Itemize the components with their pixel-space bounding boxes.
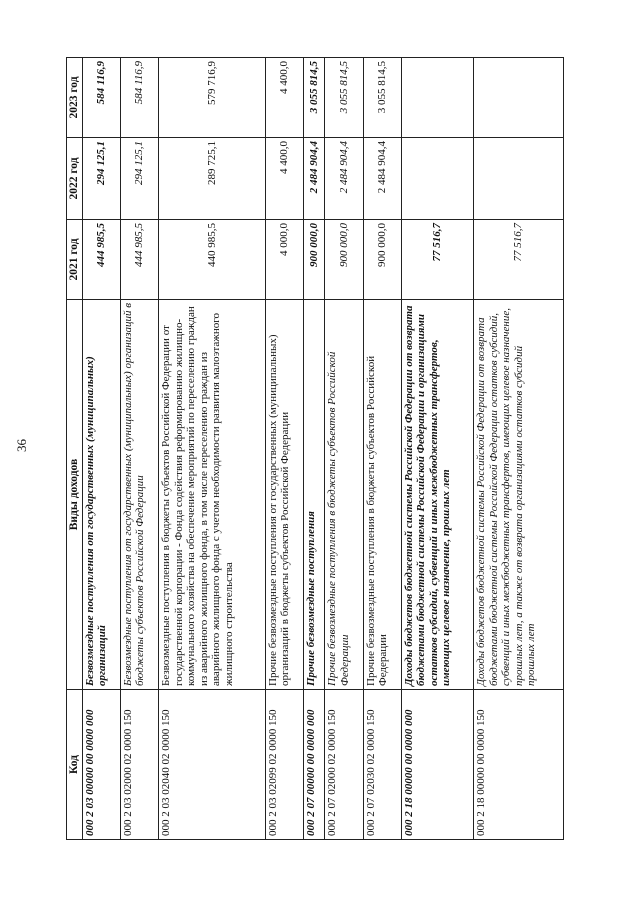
page-number: 36 [14, 439, 29, 452]
row-value-2023: 3 055 814,5 [363, 58, 401, 138]
row-code: 000 2 03 02000 02 0000 150 [120, 690, 158, 840]
row-value-2022 [474, 138, 564, 220]
row-value-2023: 3 055 814,5 [304, 58, 325, 138]
row-value-2022: 2 484 904,4 [363, 138, 401, 220]
row-name: Безвозмездные поступления от государственных (муниципальных) организаций в бюджеты субъектов Российской Федерации [120, 300, 158, 690]
row-value-2021: 900 000,0 [304, 220, 325, 300]
row-name: Безвозмездные поступления в бюджеты субъектов Российской Федерации от государственной корпорации - Фонда содействия реформированию жилищно-коммунального хозяйства на обеспечение мероприятий по переселению граждан из аварийного жилищного фонда, в том числе переселению граждан из аварийного жилищного фонда с учетом необходимости развития малоэтажного жилищного строительства [159, 300, 266, 690]
table-row [363, 58, 401, 840]
row-value-2021: 440 985,5 [159, 220, 266, 300]
row-code: 000 2 07 00000 00 0000 000 [304, 690, 325, 840]
row-value-2021: 77 516,7 [474, 220, 564, 300]
table-row [82, 58, 120, 840]
row-value-2023 [474, 58, 564, 138]
row-name: Прочие безвозмездные поступления в бюджеты субъектов Российской Федерации [325, 300, 363, 690]
row-value-2022: 289 725,1 [159, 138, 266, 220]
row-name: Прочие безвозмездные поступления в бюджеты субъектов Российской Федерации [363, 300, 401, 690]
table-row [325, 58, 363, 840]
revenue-table [66, 57, 564, 840]
row-value-2022: 294 125,1 [82, 138, 120, 220]
row-value-2022: 2 484 904,4 [325, 138, 363, 220]
row-value-2021: 444 985,5 [82, 220, 120, 300]
rotated-table-container [66, 58, 564, 840]
row-code: 000 2 18 00000 00 0000 000 [401, 690, 473, 840]
row-value-2022: 294 125,1 [120, 138, 158, 220]
row-name: Прочие безвозмездные поступления от государственных (муниципальных) организаций в бюджеты субъектов Российской Федерации [265, 300, 303, 690]
row-name: Прочие безвозмездные поступления [304, 300, 325, 690]
row-code: 000 2 07 02000 02 0000 150 [325, 690, 363, 840]
row-name: Доходы бюджетов бюджетной системы Российской Федерации от возврата бюджетами бюджетной системы Российской Федерации и организациями остатков субсидий, субвенций и иных межбюджетных трансфертов, имеющих целевое назначение, прошлых лет [401, 300, 473, 690]
table-row [265, 58, 303, 840]
row-value-2023: 3 055 814,5 [325, 58, 363, 138]
table-row [159, 58, 266, 840]
row-value-2022: 4 400,0 [265, 138, 303, 220]
row-value-2023: 584 116,9 [82, 58, 120, 138]
row-value-2023: 4 400,0 [265, 58, 303, 138]
header-name: Виды доходов [67, 300, 83, 690]
row-code: 000 2 03 02099 02 0000 150 [265, 690, 303, 840]
row-code: 000 2 03 00000 00 0000 000 [82, 690, 120, 840]
row-value-2021: 444 985,5 [120, 220, 158, 300]
row-value-2022 [401, 138, 473, 220]
row-code: 000 2 07 02030 02 0000 150 [363, 690, 401, 840]
row-value-2023: 584 116,9 [120, 58, 158, 138]
row-value-2021: 900 000,0 [363, 220, 401, 300]
row-value-2021: 77 516,7 [401, 220, 473, 300]
row-value-2023 [401, 58, 473, 138]
row-name: Безвозмездные поступления от государственных (муниципальных) организаций [82, 300, 120, 690]
header-2023: 2023 год [67, 58, 83, 138]
table-row [474, 58, 564, 840]
row-value-2021: 4 000,0 [265, 220, 303, 300]
header-row [67, 58, 83, 840]
row-value-2022: 2 484 904,4 [304, 138, 325, 220]
table-row [401, 58, 473, 840]
row-value-2023: 579 716,9 [159, 58, 266, 138]
header-code: Код [67, 690, 83, 840]
header-2021: 2021 год [67, 220, 83, 300]
header-2022: 2022 год [67, 138, 83, 220]
row-name: Доходы бюджетов бюджетной системы Российской Федерации от возврата бюджетами бюджетной системы Российской Федерации остатков субсидий, субвенций и иных межбюджетных трансфертов, имеющих целевое назначение, прошлых лет, а также от возврата организациями остатков субсидий прошлых лет [474, 300, 564, 690]
row-value-2021: 900 000,0 [325, 220, 363, 300]
table-row [120, 58, 158, 840]
row-code: 000 2 18 00000 00 0000 150 [474, 690, 564, 840]
table-row [304, 58, 325, 840]
row-code: 000 2 03 02040 02 0000 150 [159, 690, 266, 840]
